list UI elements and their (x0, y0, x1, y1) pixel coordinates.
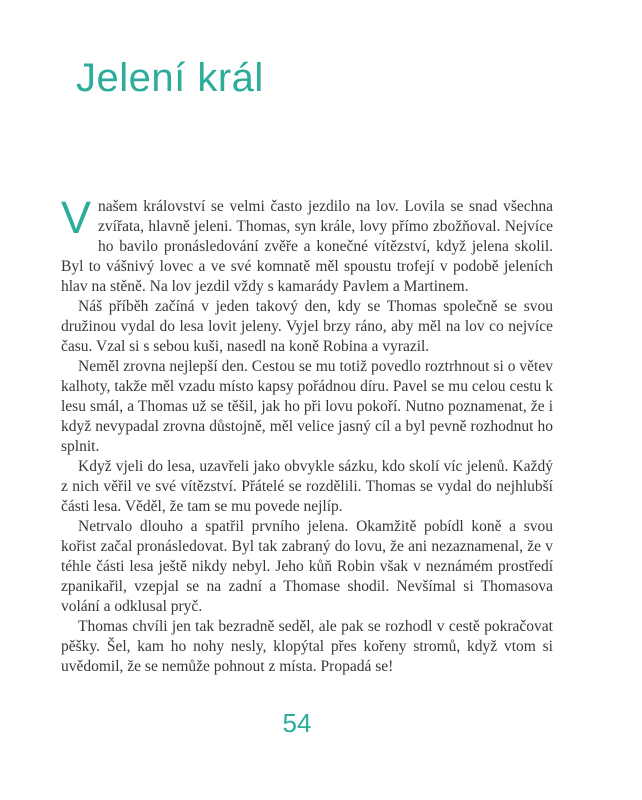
drop-cap: V (61, 192, 92, 243)
paragraph-3: Neměl zrovna nejlepší den. Cestou se mu totiž povedlo roztrhnout si o větev kalhoty, takže měl vzadu místo kapsy pořádnou díru. Pavel se mu celou cestu k lesu smál, a Thomas už se těšil, jak ho při lovu pokoří. Nutno poznamenat, že i když nevypadal zrovna důstojně, měl velice jasný cíl a byl pevně rozhodnut ho splnit. (61, 358, 553, 455)
paragraph-1-text: našem království se velmi často jezdilo na lov. Lovila se snad všechna zvířata, hlavně jeleni. Thomas, syn krále, lovy přímo zbožňoval. Nejvíce ho bavilo pronásledování zvěře a konečné vítězství, když jelena skolil. Byl to vášnivý lovec a ve své komnatě měl spoustu trofejí v podobě jeleních hlav na stěně. Na lov jezdil vždy s kamarády Pavlem a Martinem. (61, 198, 553, 295)
page-number: 54 (282, 708, 312, 738)
body-text (61, 192, 553, 677)
paragraph-6: Thomas chvíli jen tak bezradně seděl, ale pak se rozhodl v cestě pokračovat pěšky. Šel, kam ho nohy nesly, klopýtal přes kořeny stromů, když vtom si uvědomil, že se nemůže pohnout z místa. Propadá se! (61, 618, 553, 675)
paragraph-1 (61, 192, 553, 297)
paragraph-4: Když vjeli do lesa, uzavřeli jako obvykle sázku, kdo skolí víc jelenů. Každý z nich věřil ve své vítězství. Přátelé se rozdělili. Thomas se vydal do nejhlubší části lesa. Věděl, že tam se mu povede nejlíp. (61, 458, 553, 515)
paragraph-2: Náš příběh začíná v jeden takový den, kdy se Thomas společně se svou družinou vydal do lesa lovit jeleny. Vyjel brzy ráno, aby měl na lov co nejvíce času. Vzal si s sebou kuši, nasedl na koně Robina a vyrazil. (61, 298, 553, 355)
chapter-title: Jelení král (76, 56, 264, 100)
paragraph-5: Netrvalo dlouho a spatřil prvního jelena. Okamžitě pobídl koně a svou kořist začal pronásledovat. Byl tak zabraný do lovu, že ani nezaznamenal, že v téhle části lesa ještě nikdy nebyl. Jeho kůň Robin však v neznámém prostředí zpanikařil, vzepjal se na zadní a Thomase shodil. Nevšímal si Thomasova volání a odklusal pryč. (61, 518, 553, 615)
